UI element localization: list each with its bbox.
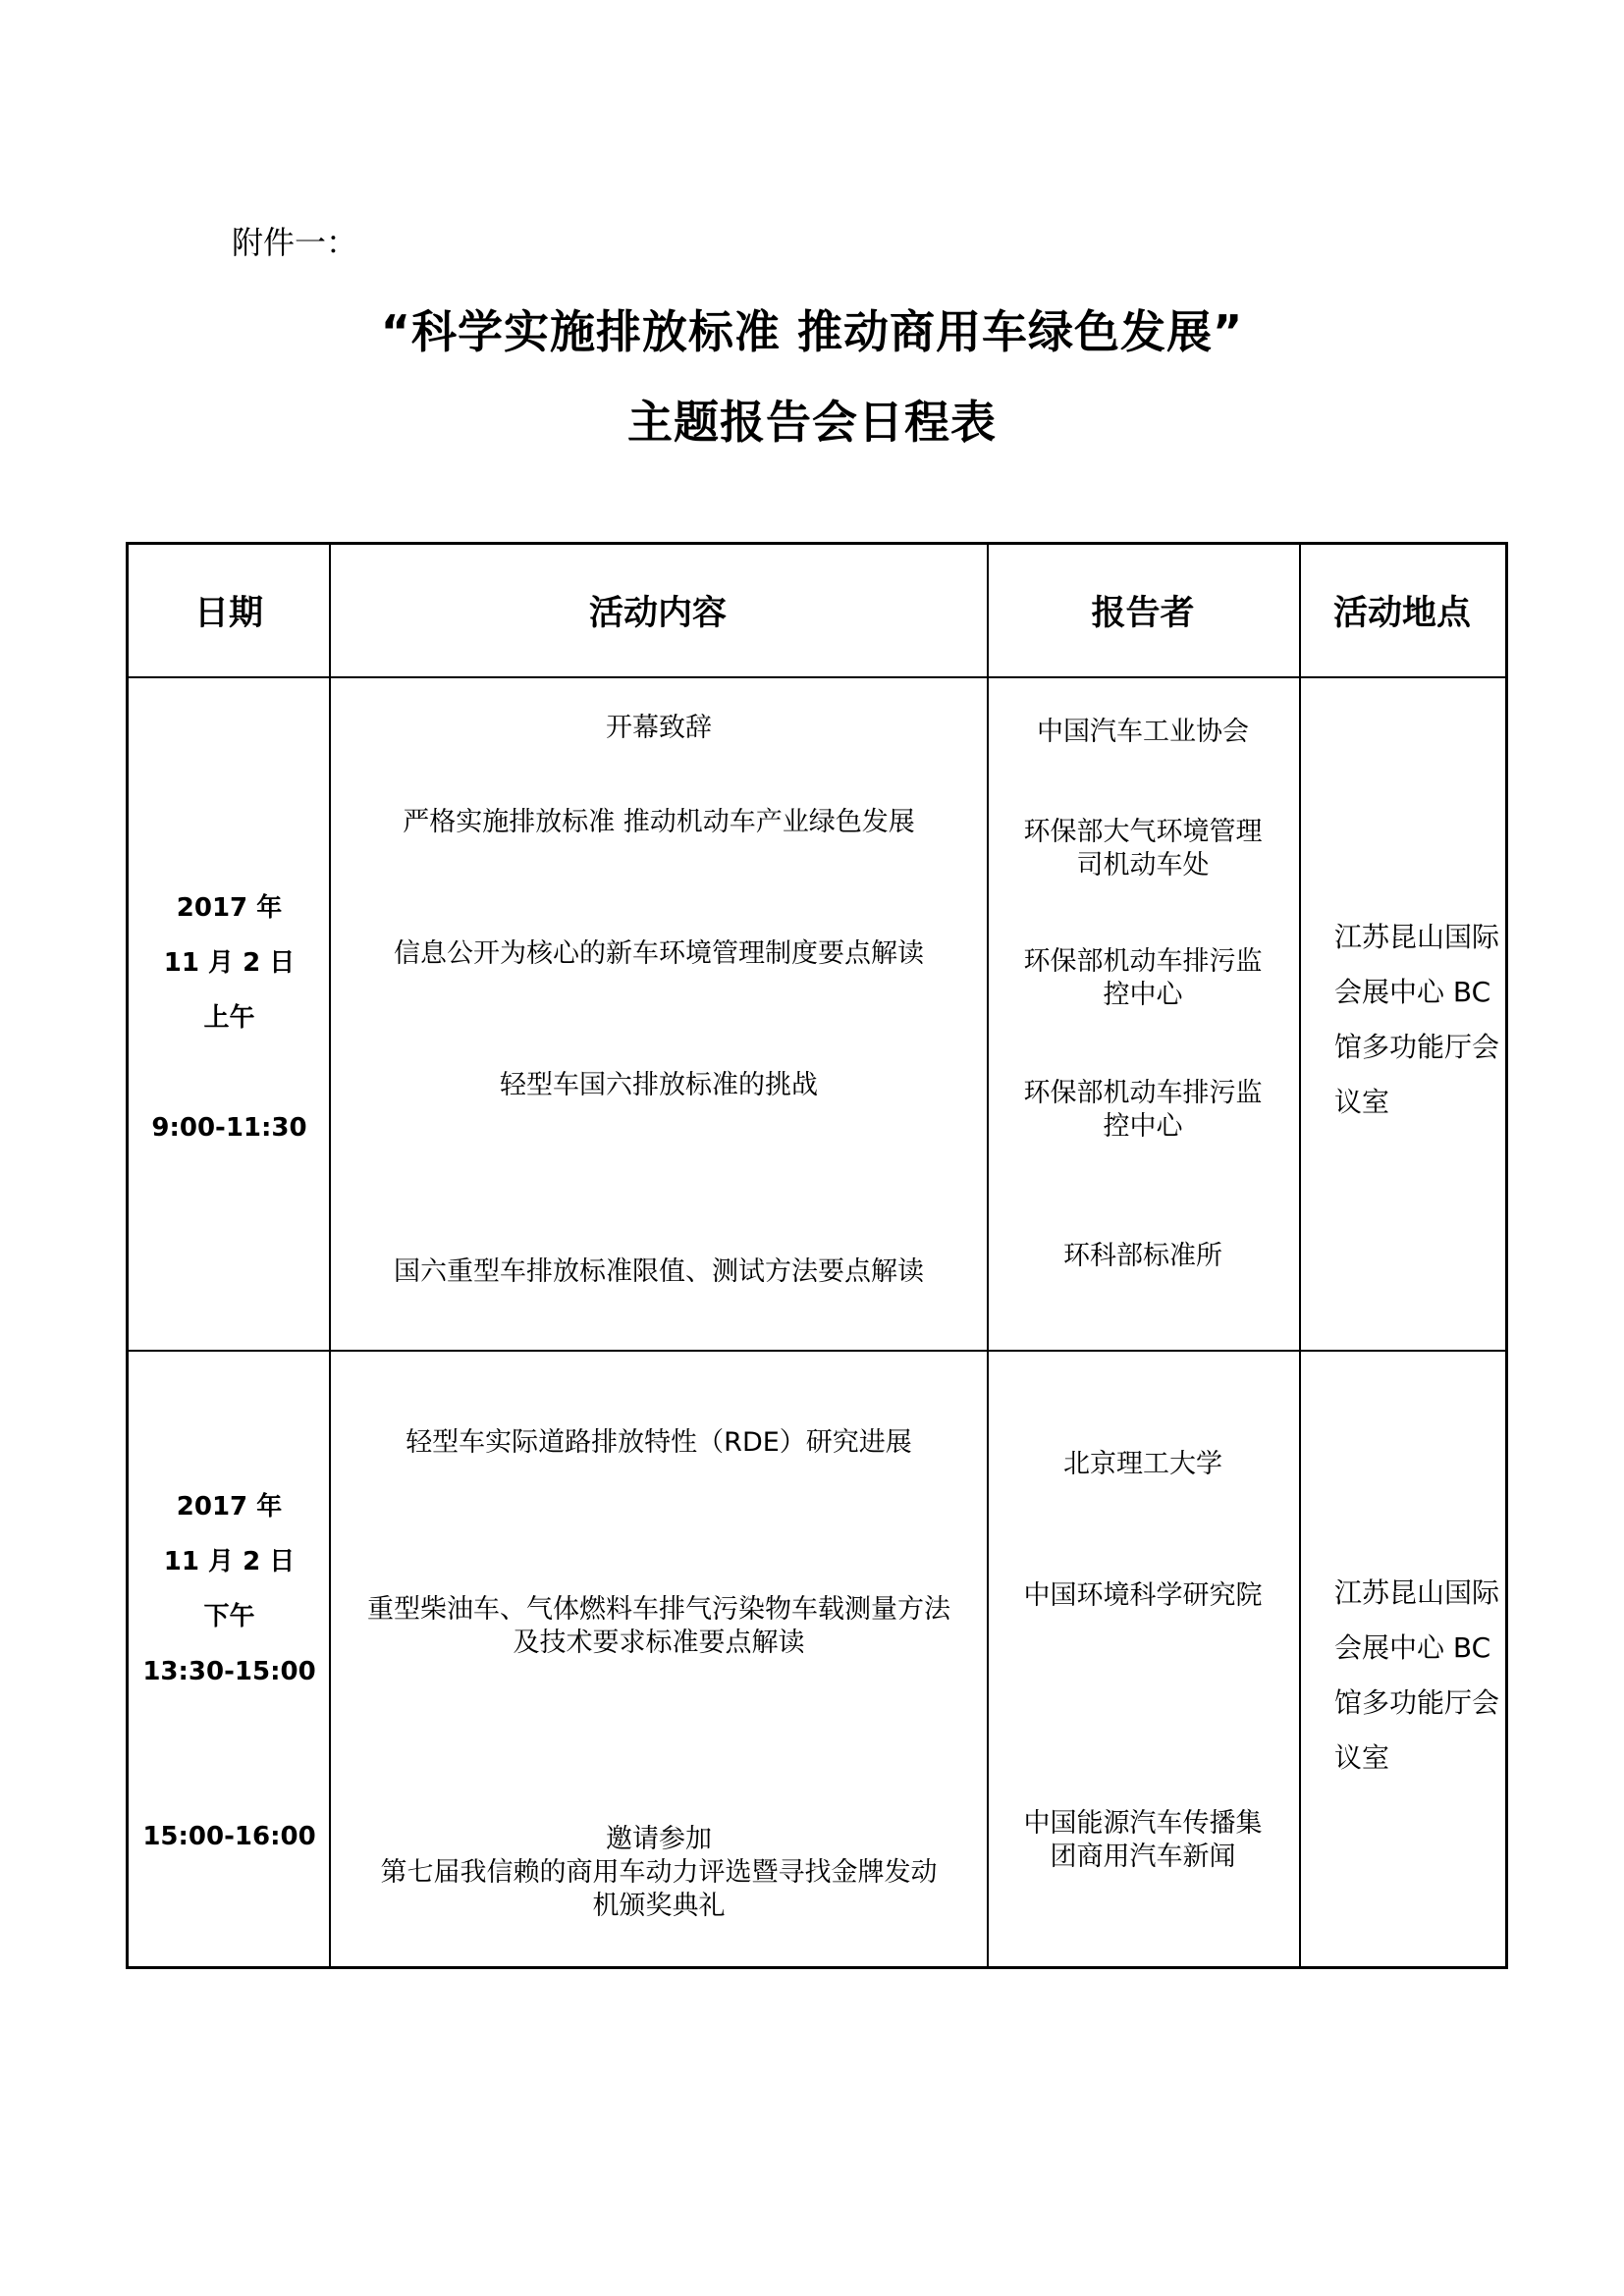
reporter-line: 北京理工大学 (1063, 1449, 1222, 1479)
afternoon-item-2-reporter (989, 1579, 1297, 1613)
content-line: 邀请参加 (606, 1824, 712, 1854)
afternoon-venue (1321, 1566, 1507, 1786)
date-time: 13:30-15:00 (142, 1657, 316, 1686)
morning-item-2-reporter (989, 816, 1297, 882)
venue-line: 江苏昆山国际 (1334, 921, 1500, 953)
date-time: 9:00-11:30 (151, 1113, 307, 1143)
reporter-line: 环保部机动车排污监 (1023, 1078, 1263, 1108)
venue-line: 会展中心 BC (1334, 1631, 1491, 1664)
date-day: 11 月 2 日 (163, 948, 296, 978)
afternoon-item-1-content (331, 1426, 987, 1460)
date-year: 2017 年 (176, 1492, 283, 1522)
header-reporter: 报告者 (1091, 594, 1195, 633)
reporter-line: 中国能源汽车传播集 (1023, 1808, 1263, 1839)
morning-date (129, 881, 330, 1155)
date-day: 11 月 2 日 (163, 1547, 296, 1576)
document-title-line-1: “科学实施排放标准 推动商用车绿色发展” (380, 305, 1244, 358)
venue-line: 馆多功能厅会 (1334, 1031, 1500, 1063)
morning-item-2-content (331, 806, 987, 839)
reporter-line: 中国汽车工业协会 (1037, 717, 1249, 747)
morning-item-5-reporter (989, 1240, 1297, 1273)
venue-line: 议室 (1334, 1741, 1390, 1774)
venue-line: 馆多功能厅会 (1334, 1686, 1500, 1719)
morning-item-5-content (331, 1255, 987, 1289)
date-year: 2017 年 (176, 893, 283, 923)
reporter-line: 团商用汽车新闻 (1050, 1842, 1236, 1872)
reporter-line: 环保部大气环境管理 (1023, 817, 1263, 847)
morning-venue (1321, 910, 1507, 1130)
afternoon-item-3-reporter (989, 1807, 1297, 1874)
afternoon-item-1-reporter (989, 1448, 1297, 1481)
content-line: 第七届我信赖的商用车动力评选暨寻找金牌发动 (380, 1857, 938, 1888)
morning-item-4-reporter (989, 1077, 1297, 1144)
document-title-line-2: 主题报告会日程表 (627, 396, 997, 449)
reporter-line: 控中心 (1103, 1111, 1183, 1142)
date-time-2: 15:00-16:00 (142, 1822, 316, 1851)
content-line: 信息公开为核心的新车环境管理制度要点解读 (394, 938, 924, 969)
afternoon-item-3-content (331, 1823, 987, 1923)
morning-item-1-content (331, 712, 987, 745)
schedule-table (126, 542, 1508, 1969)
content-line: 轻型车国六排放标准的挑战 (500, 1070, 818, 1100)
venue-line: 议室 (1334, 1086, 1390, 1118)
header-date: 日期 (193, 594, 263, 633)
date-period: 下午 (203, 1602, 255, 1631)
content-line: 机颁奖典礼 (592, 1891, 726, 1921)
afternoon-date (129, 1479, 330, 1699)
afternoon-date-second-slot (129, 1809, 330, 1864)
header-content: 活动内容 (588, 594, 727, 633)
content-line: 轻型车实际道路排放特性（RDE）研究进展 (406, 1427, 912, 1458)
content-line: 严格实施排放标准 推动机动车产业绿色发展 (403, 807, 915, 837)
reporter-line: 控中心 (1103, 980, 1183, 1010)
morning-item-4-content (331, 1069, 987, 1102)
date-period: 上午 (203, 1003, 255, 1033)
header-venue: 活动地点 (1332, 594, 1471, 633)
content-line: 重型柴油车、气体燃料车排气污染物车载测量方法 (367, 1594, 950, 1625)
venue-line: 会展中心 BC (1334, 976, 1491, 1008)
reporter-line: 环科部标准所 (1063, 1241, 1222, 1271)
reporter-line: 司机动车处 (1076, 850, 1210, 881)
row-divider (129, 676, 1505, 678)
attachment-label: 附件一： (232, 224, 358, 261)
morning-item-3-reporter (989, 945, 1297, 1012)
venue-line: 江苏昆山国际 (1334, 1576, 1500, 1609)
afternoon-item-2-content (331, 1593, 987, 1660)
morning-item-1-reporter (989, 716, 1297, 749)
row-divider (129, 1350, 1505, 1352)
reporter-line: 中国环境科学研究院 (1023, 1580, 1263, 1611)
morning-item-3-content (331, 937, 987, 971)
reporter-line: 环保部机动车排污监 (1023, 946, 1263, 977)
column-divider (1299, 545, 1301, 1966)
content-line: 国六重型车排放标准限值、测试方法要点解读 (394, 1256, 924, 1287)
content-line: 及技术要求标准要点解读 (513, 1628, 805, 1658)
content-line: 开幕致辞 (606, 713, 712, 743)
